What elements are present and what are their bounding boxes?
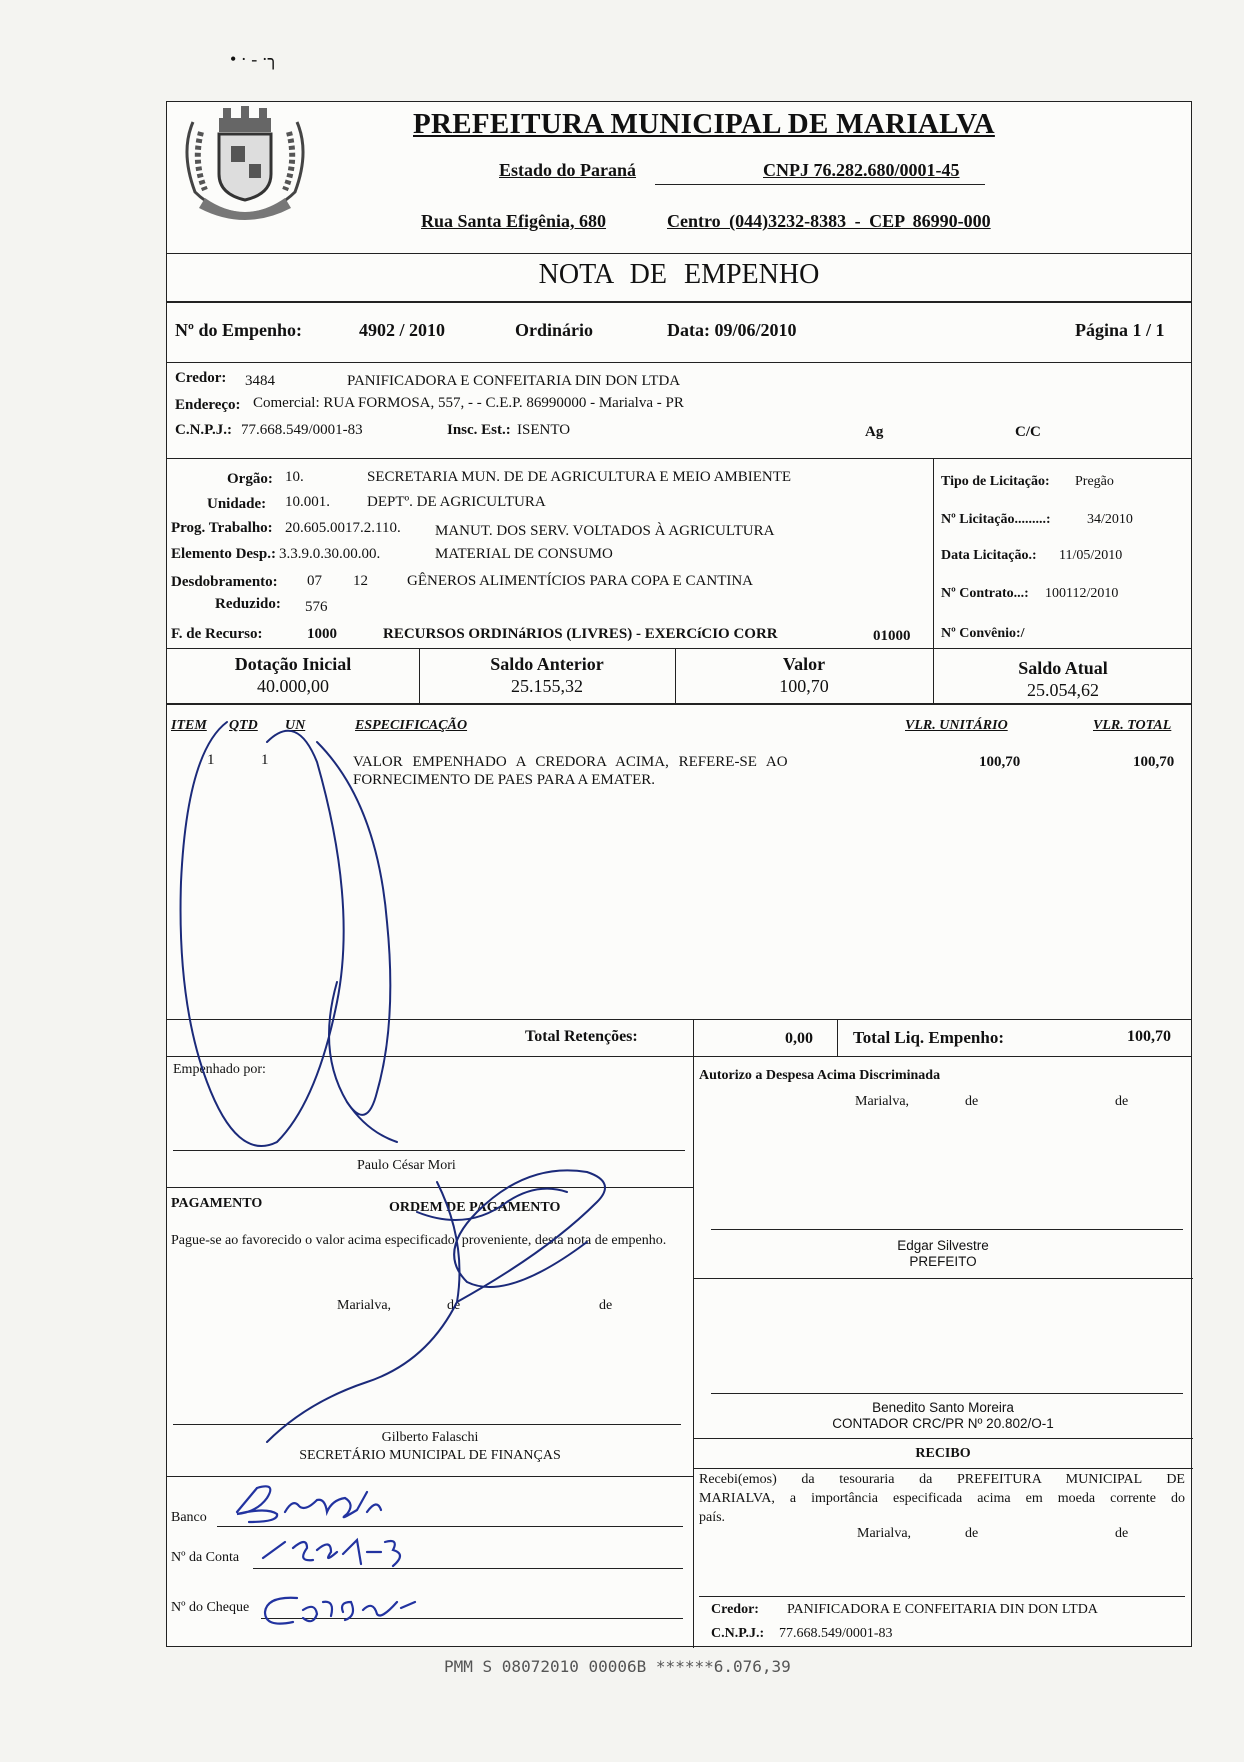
orgao-code: 10. [285,469,304,485]
row-qtd: 1 [261,752,269,768]
recibo-cnpj-label: C.N.P.J.: [711,1626,765,1641]
orgao-name: SECRETARIA MUN. DE DE AGRICULTURA E MEIO AMBIENTE [367,469,792,485]
recibo-de1: de [965,1526,979,1541]
saldo-anterior-value: 25.155,32 [511,676,583,696]
recibo-credor-label: Credor: [711,1602,759,1617]
pagamento-de2: de [599,1298,613,1313]
page-title: PREFEITURA MUNICIPAL DE MARIALVA [413,108,995,140]
saldo-anterior-label: Saldo Anterior [490,654,604,674]
cnpj-header: CNPJ 76.282.680/0001-45 [763,160,960,180]
banco-handwriting [237,1486,381,1522]
col-vlr-unitario: VLR. UNITÁRIO [905,718,1008,733]
col-vlr-total: VLR. TOTAL [1093,718,1172,733]
autorizo-place: Marialva, [855,1094,910,1109]
handwritten-signatures [167,102,1193,1648]
pagamento-de1: de [447,1298,461,1313]
cc-label: C/C [1015,424,1041,440]
desdobramento-name: GÊNEROS ALIMENTÍCIOS PARA COPA E CANTINA [407,573,754,589]
pagamento-place: Marialva, [337,1298,392,1313]
contador-role: CONTADOR CRC/PR Nº 20.802/O-1 [832,1416,1054,1431]
empenho-number: 4902 / 2010 [359,320,446,340]
data-licitacao-label: Data Licitação.: [941,548,1037,563]
autorizo-de1: de [965,1094,979,1109]
footer-print-code: PMM S 08072010 00006B ******6.076,39 [444,1657,791,1676]
col-item: ITEM [171,718,207,733]
convenio-label: Nº Convênio:/ [941,626,1025,641]
prog-code: 20.605.0017.2.110. [285,520,401,536]
recibo-line3: país. [699,1510,726,1525]
valor-value: 100,70 [779,676,829,696]
empenho-type: Ordinário [515,320,594,340]
scan-dot-marks: • · - ·╮ [230,49,279,69]
recibo-label: RECIBO [915,1446,971,1461]
recibo-line2: MARIALVA, a importância especificada acima em moeda corrente do [699,1491,1185,1506]
fonte-code: 1000 [307,626,337,642]
row-spec-line1: VALOR EMPENHADO A CREDORA ACIMA, REFERE-SE AO [353,754,788,770]
pagamento-label: PAGAMENTO [171,1196,263,1211]
col-qtd: QTD [229,718,258,733]
secretario-role: SECRETÁRIO MUNICIPAL DE FINANÇAS [299,1448,561,1463]
recibo-credor-name: PANIFICADORA E CONFEITARIA DIN DON LTDA [787,1602,1098,1617]
credor-code: 3484 [245,373,275,389]
elemento-name: MATERIAL DE CONSUMO [435,546,613,562]
recibo-de2: de [1115,1526,1129,1541]
contrato-label: Nº Contrato...: [941,586,1029,601]
saldo-atual-label: Saldo Atual [1018,658,1108,678]
conta-handwriting [263,1540,400,1566]
credor-address: Comercial: RUA FORMOSA, 557, - - C.E.P. 86990000 - Marialva - PR [253,395,684,411]
row-total-value: 100,70 [1133,754,1175,770]
empenho-label: Nº do Empenho: [175,320,302,340]
liq-empenho-label: Total Liq. Empenho: [853,1028,1004,1047]
fonte-number: 01000 [873,628,911,644]
state-label: Estado do Paraná [499,160,637,180]
autorizo-de2: de [1115,1094,1129,1109]
unidade-code: 10.001. [285,494,330,510]
empenho-date: Data: 09/06/2010 [667,320,797,340]
reduzido-label: Reduzido: [215,596,281,612]
col-un: UN [285,718,306,733]
dotacao-label: Dotação Inicial [234,654,352,674]
desdobramento-label: Desdobramento: [171,574,278,590]
recibo-place: Marialva, [857,1526,912,1541]
page-number: Página 1 / 1 [1075,320,1165,340]
desdobramento-code-2: 12 [353,573,368,589]
elemento-label: Elemento Desp.: [171,546,276,562]
num-licitacao-label: Nº Licitação.........: [941,512,1051,527]
empenhado-label: Empenhado por: [173,1062,266,1077]
data-licitacao-value: 11/05/2010 [1059,548,1123,563]
row-item: 1 [207,752,215,768]
cheque-label: Nº do Cheque [171,1600,250,1615]
pagamento-text: Pague-se ao favorecido o valor acima especificado, proveniente, desta nota de empenho. [171,1233,667,1248]
col-especificacao: ESPECIFICAÇÃO [355,718,468,733]
fonte-label: F. de Recurso: [171,626,263,642]
phone-cep-header: Centro (044)3232-8383 - CEP 86990-000 [667,211,991,231]
credor-label: Credor: [175,370,227,386]
address-label: Endereço: [175,397,241,413]
recibo-line1: Recebi(emos) da tesouraria da PREFEITURA MUNICIPAL DE [699,1472,1185,1487]
prog-label: Prog. Trabalho: [171,520,273,536]
contador-name: Benedito Santo Moreira [872,1400,1014,1415]
autorizo-label: Autorizo a Despesa Acima Discriminada [699,1068,941,1083]
prefeito-name: Edgar Silvestre [897,1238,989,1253]
signature-loop-stroke [181,722,344,1146]
unidade-label: Unidade: [207,496,267,512]
contrato-value: 100112/2010 [1045,586,1119,601]
retencoes-value: 0,00 [785,1030,813,1047]
prefeito-role: PREFEITO [909,1254,977,1269]
orgao-label: Orgão: [227,471,273,487]
unidade-name: DEPTº. DE AGRICULTURA [367,494,546,510]
credor-name: PANIFICADORA E CONFEITARIA DIN DON LTDA [347,373,681,389]
ag-label: Ag [865,424,884,440]
saldo-atual-value: 25.054,62 [1027,680,1099,700]
nota-de-empenho-form [166,101,1192,1647]
signature-ordem-stroke [267,1170,605,1442]
row-unit-value: 100,70 [979,754,1021,770]
tipo-licitacao-value: Pregão [1075,474,1114,489]
valor-label: Valor [782,654,826,674]
num-licitacao-value: 34/2010 [1087,512,1133,527]
dotacao-value: 40.000,00 [257,676,329,696]
document-title: NOTA DE EMPENHO [538,259,820,290]
secretario-name: Gilberto Falaschi [381,1430,479,1445]
desdobramento-code-1: 07 [307,573,322,589]
insc-value: ISENTO [517,422,571,438]
recibo-cnpj-value: 77.668.549/0001-83 [779,1626,893,1641]
banco-label: Banco [171,1510,207,1525]
credor-cnpj: 77.668.549/0001-83 [241,422,363,438]
ordem-pagamento-label: ORDEM DE PAGAMENTO [389,1200,561,1215]
cheque-handwriting [265,1598,415,1624]
insc-label: Insc. Est.: [447,422,511,438]
tipo-licitacao-label: Tipo de Licitação: [941,474,1050,489]
empenhado-signer: Paulo César Mori [357,1158,456,1173]
cnpj-label: C.N.P.J.: [175,422,232,438]
liq-empenho-value: 100,70 [1127,1028,1171,1045]
fonte-name: RECURSOS ORDINáRIOS (LIVRES) - EXERCíCIO CORR [383,626,778,642]
address-header: Rua Santa Efigênia, 680 [421,211,607,231]
conta-label: Nº da Conta [171,1550,240,1565]
reduzido-code: 576 [305,599,328,615]
retencoes-label: Total Retenções: [525,1028,638,1045]
prog-name: MANUT. DOS SERV. VOLTADOS À AGRICULTURA [435,523,775,539]
elemento-code: 3.3.9.0.30.00.00. [279,546,381,562]
row-spec-line2: FORNECIMENTO DE PAES PARA A EMATER. [353,772,656,788]
